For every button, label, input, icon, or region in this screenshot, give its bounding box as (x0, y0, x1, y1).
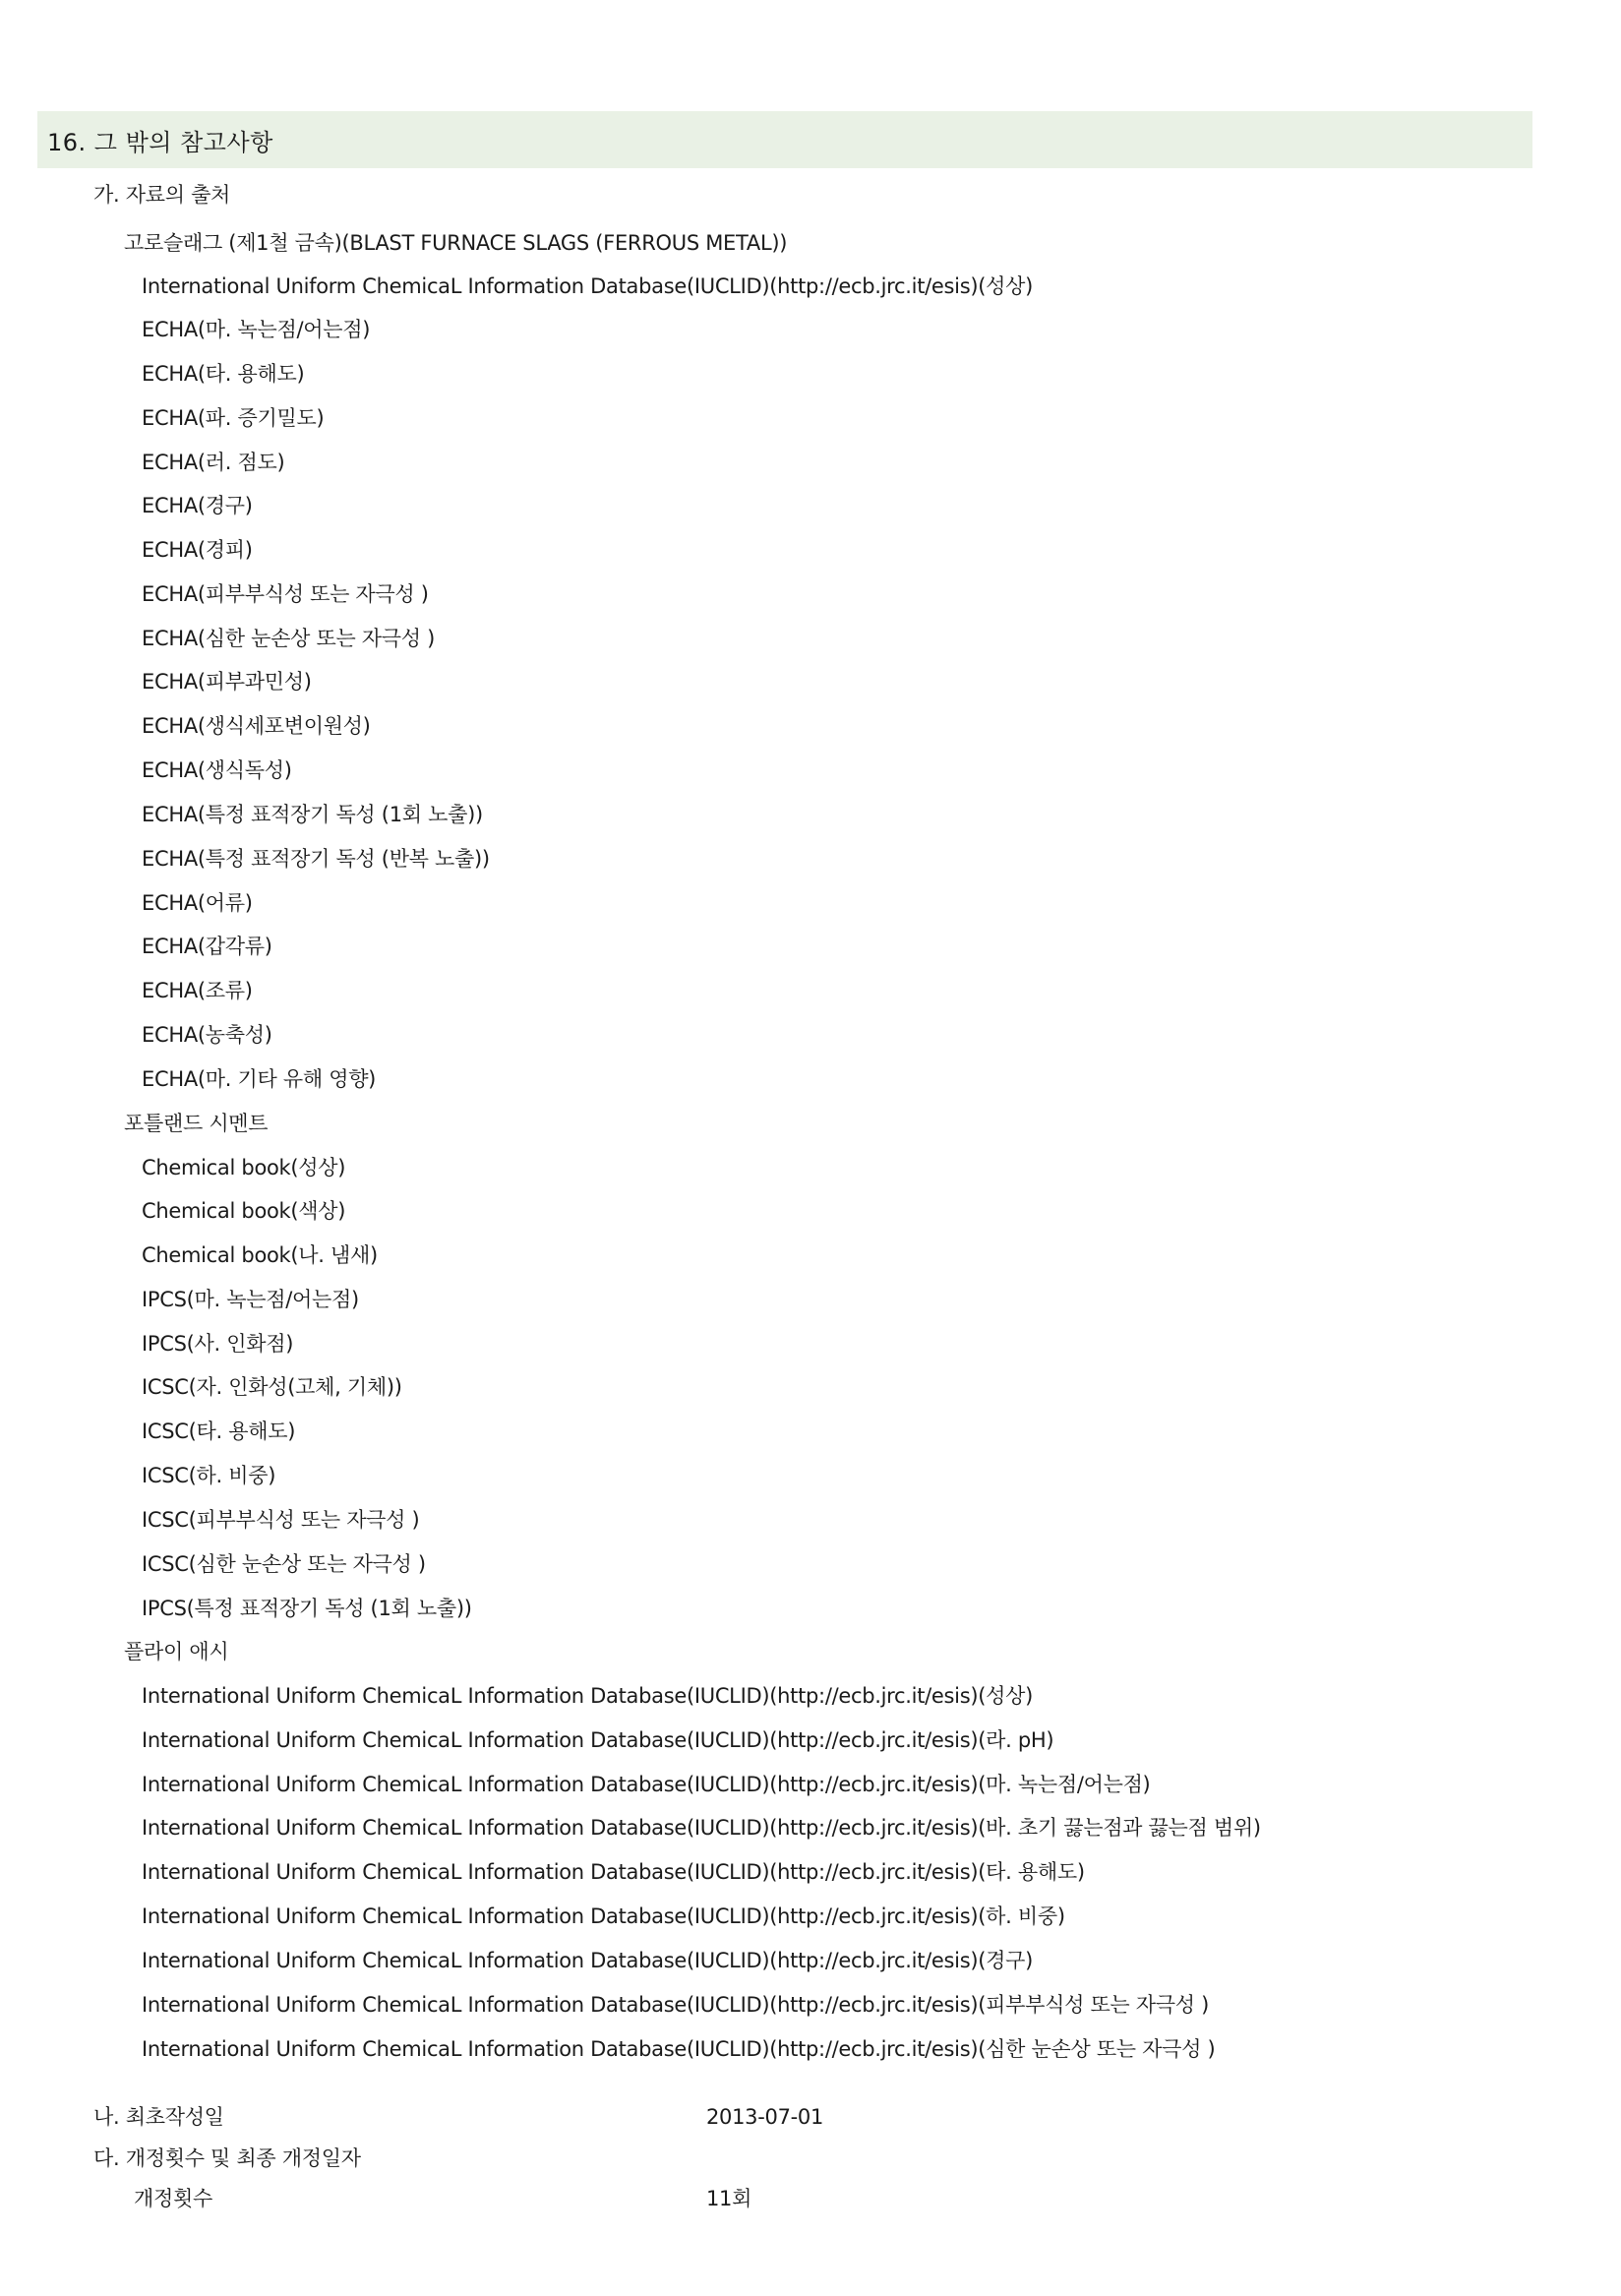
source-item: International Uniform ChemicaL Information Database(IUCLID)(http://ecb.jrc.it/esis)(경구) (142, 1949, 1033, 1972)
source-group-name: 고로슬래그 (제1철 금속)(BLAST FURNACE SLAGS (FERROUS METAL)) (124, 231, 788, 255)
source-item: IPCS(마. 녹는점/어는점) (142, 1288, 359, 1311)
section-title-text: 16. 그 밖의 참고사항 (47, 128, 273, 156)
sources-heading: 가. 자료의 출처 (93, 183, 231, 207)
source-item: Chemical book(색상) (142, 1199, 346, 1223)
source-group-name: 포틀랜드 시멘트 (124, 1112, 269, 1135)
revision-heading: 다. 개정횟수 및 최종 개정일자 (93, 2146, 361, 2170)
source-item: International Uniform ChemicaL Information Database(IUCLID)(http://ecb.jrc.it/esis)(심한 눈손상 또는 자극성 ) (142, 2037, 1216, 2061)
source-item: ECHA(갑각류) (142, 935, 272, 958)
source-item: International Uniform ChemicaL Information Database(IUCLID)(http://ecb.jrc.it/esis)(성상) (142, 1684, 1033, 1708)
source-item: ECHA(마. 녹는점/어는점) (142, 318, 371, 341)
source-item: International Uniform ChemicaL Information Database(IUCLID)(http://ecb.jrc.it/esis)(하. 비중) (142, 1904, 1065, 1928)
source-item: International Uniform ChemicaL Information Database(IUCLID)(http://ecb.jrc.it/esis)(성상) (142, 274, 1033, 298)
first-written-date: 2013-07-01 (706, 2105, 824, 2129)
source-item: ECHA(파. 증기밀도) (142, 406, 325, 430)
revision-count-label: 개정횟수 (134, 2187, 212, 2210)
source-item: ECHA(특정 표적장기 독성 (반복 노출)) (142, 847, 490, 871)
source-item: Chemical book(성상) (142, 1156, 346, 1179)
source-item: ECHA(농축성) (142, 1023, 272, 1047)
source-item: ECHA(피부부식성 또는 자극성 ) (142, 582, 429, 606)
source-item: ECHA(심한 눈손상 또는 자극성 ) (142, 627, 436, 650)
source-item: ICSC(타. 용해도) (142, 1420, 296, 1443)
source-item: ECHA(생식세포변이원성) (142, 714, 371, 738)
source-item: ECHA(경피) (142, 538, 253, 562)
source-item: Chemical book(나. 냄새) (142, 1243, 378, 1267)
source-item: ECHA(경구) (142, 494, 253, 517)
source-item: ECHA(어류) (142, 891, 253, 915)
source-item: ECHA(타. 용해도) (142, 362, 305, 386)
source-item: ICSC(자. 인화성(고체, 기체)) (142, 1375, 402, 1399)
source-item: International Uniform ChemicaL Information Database(IUCLID)(http://ecb.jrc.it/esis)(바. 초기 끓는점과 끓는점 범위) (142, 1816, 1261, 1840)
revision-count-value: 11회 (706, 2187, 752, 2210)
source-item: International Uniform ChemicaL Information Database(IUCLID)(http://ecb.jrc.it/esis)(피부부식성 또는 자극성 ) (142, 1993, 1210, 2017)
source-item: ECHA(생식독성) (142, 758, 292, 782)
source-item: ECHA(피부과민성) (142, 670, 312, 694)
source-item: IPCS(특정 표적장기 독성 (1회 노출)) (142, 1597, 472, 1620)
source-item: ECHA(러. 점도) (142, 451, 285, 474)
source-item: International Uniform ChemicaL Information Database(IUCLID)(http://ecb.jrc.it/esis)(타. 용해도) (142, 1860, 1085, 1884)
source-item: International Uniform ChemicaL Information Database(IUCLID)(http://ecb.jrc.it/esis)(마. 녹는점/어는점) (142, 1773, 1151, 1796)
source-item: ECHA(특정 표적장기 독성 (1회 노출)) (142, 803, 483, 826)
source-item: ICSC(피부부식성 또는 자극성 ) (142, 1508, 420, 1532)
source-item: ECHA(조류) (142, 979, 253, 1002)
source-item: ICSC(심한 눈손상 또는 자극성 ) (142, 1552, 426, 1576)
source-item: ICSC(하. 비중) (142, 1464, 276, 1487)
source-item: International Uniform ChemicaL Information Database(IUCLID)(http://ecb.jrc.it/esis)(라. pH) (142, 1728, 1054, 1752)
section-title (37, 111, 1532, 168)
source-group-name: 플라이 애시 (124, 1640, 229, 1663)
source-item: ECHA(마. 기타 유해 영향) (142, 1067, 377, 1091)
source-item: IPCS(사. 인화점) (142, 1332, 294, 1356)
first-written-label: 나. 최초작성일 (93, 2105, 224, 2129)
